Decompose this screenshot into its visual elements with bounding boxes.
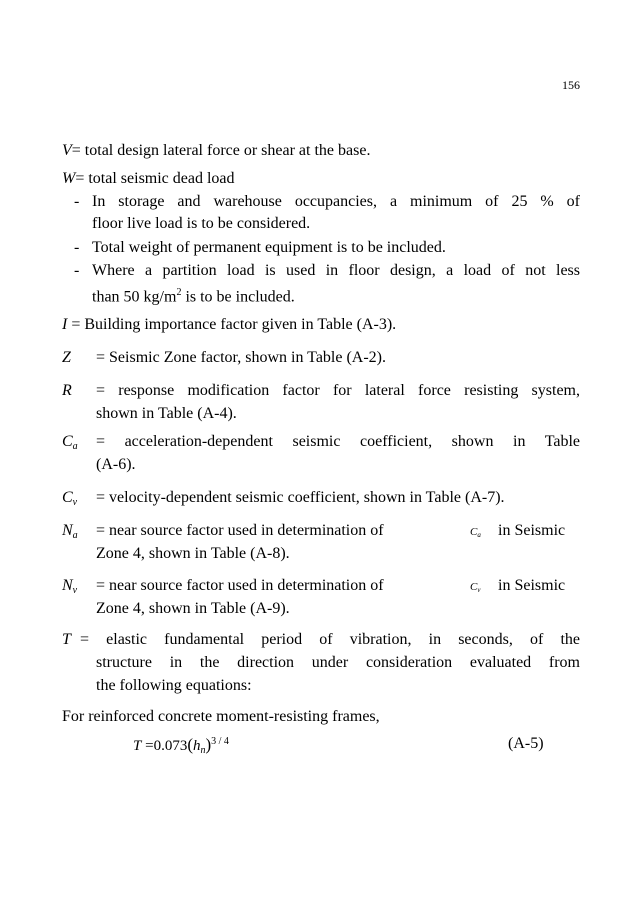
equation-lhs: T — [133, 738, 142, 754]
bullet-line: Where a partition load is used in floor design, a load of not less — [92, 262, 580, 279]
equation-exponent: 3 / 4 — [211, 736, 229, 747]
page-number: 156 — [562, 78, 580, 92]
bullet-marker: - — [74, 193, 80, 210]
symbol-nv-letter: N — [62, 577, 73, 594]
def-z-text: = Seismic Zone factor, shown in Table (A-2). — [96, 349, 387, 366]
superscript: 2 — [176, 287, 182, 298]
symbol-ca-sub: a — [72, 441, 78, 452]
symbol-r — [62, 380, 72, 402]
symbol-nv — [62, 575, 77, 602]
inline-symbol-cv — [470, 575, 480, 601]
bullet-line: In storage and warehouse occupancies, a minimum of 25 % of — [92, 193, 580, 210]
inline-symbol-cv-letter: C — [470, 581, 478, 593]
def-i — [62, 314, 396, 336]
bullet-line — [92, 282, 295, 308]
symbol-cv — [62, 487, 77, 514]
def-nv-line1-pre: = near source factor used in determination of — [96, 577, 384, 594]
def-na-line1-post: in Seismic — [498, 522, 566, 539]
symbol-z-letter: Z — [62, 349, 71, 366]
def-ca-line2: (A-6). — [96, 456, 136, 473]
def-ca-line1: = acceleration-dependent seismic coefficient, shown in Table — [96, 433, 580, 450]
bullet-marker: - — [74, 262, 80, 279]
bullet-line: Total weight of permanent equipment is to be included. — [92, 239, 446, 256]
def-t-line2: structure in the direction under consideration evaluated from — [96, 654, 580, 671]
inline-symbol-ca — [470, 520, 481, 546]
def-i-text: = Building importance factor given in Table (A-3). — [71, 316, 397, 333]
inline-symbol-ca-sub: a — [477, 531, 481, 539]
symbol-na-letter: N — [62, 522, 73, 539]
def-w-text: = total seismic dead load — [75, 170, 235, 187]
equation-var: h — [192, 738, 201, 754]
equation-label: (A-5) — [508, 735, 544, 752]
def-w — [62, 168, 235, 190]
symbol-i: I — [62, 316, 68, 333]
def-na-line2: Zone 4, shown in Table (A-8). — [96, 545, 290, 562]
def-nv-line2: Zone 4, shown in Table (A-9). — [96, 600, 290, 617]
def-cv-text: = velocity-dependent seismic coefficient, shown in Table (A-7). — [96, 489, 505, 506]
inline-symbol-ca-letter: C — [470, 526, 478, 538]
symbol-t — [62, 629, 71, 651]
symbol-ca — [62, 431, 78, 458]
equation: $T =0.073(h_n)^{3 / 4}$ — [133, 735, 229, 756]
def-v-text: = total design lateral force or shear at the base. — [71, 142, 371, 159]
symbol-ca-letter: C — [62, 433, 73, 450]
symbol-cv-letter: C — [62, 489, 73, 506]
bullet-line-part: than 50 kg/m — [92, 288, 177, 306]
equation-var-sub: n — [200, 745, 206, 756]
rc-intro: For reinforced concrete moment-resisting frames, — [62, 708, 380, 725]
symbol-na — [62, 520, 78, 547]
def-nv-line1-post: in Seismic — [498, 577, 566, 594]
symbol-z — [62, 347, 71, 369]
bullet-line: floor live load is to be considered. — [92, 215, 311, 232]
def-t-line3: the following equations: — [96, 677, 252, 694]
equation-eq-sign: = — [145, 738, 154, 754]
symbol-w: W — [62, 170, 76, 187]
def-r-line2: shown in Table (A-4). — [96, 405, 237, 422]
symbol-nv-sub: v — [72, 585, 78, 596]
symbol-t-letter: T — [62, 631, 71, 648]
def-na-line1-pre: = near source factor used in determination of — [96, 522, 384, 539]
def-v — [62, 140, 370, 162]
symbol-na-sub: a — [72, 530, 78, 541]
inline-symbol-cv-sub: v — [477, 586, 481, 594]
symbol-r-letter: R — [62, 382, 72, 399]
def-t-line1: = elastic fundamental period of vibration, in seconds, of the — [80, 631, 580, 648]
bullet-line-part: is to be included. — [181, 288, 295, 306]
def-r-line1: = response modification factor for lateral force resisting system, — [96, 382, 580, 399]
symbol-v: V — [62, 142, 72, 159]
symbol-cv-sub: v — [72, 497, 78, 508]
bullet-marker: - — [74, 239, 80, 256]
equation-coef: 0.073 — [153, 738, 188, 754]
